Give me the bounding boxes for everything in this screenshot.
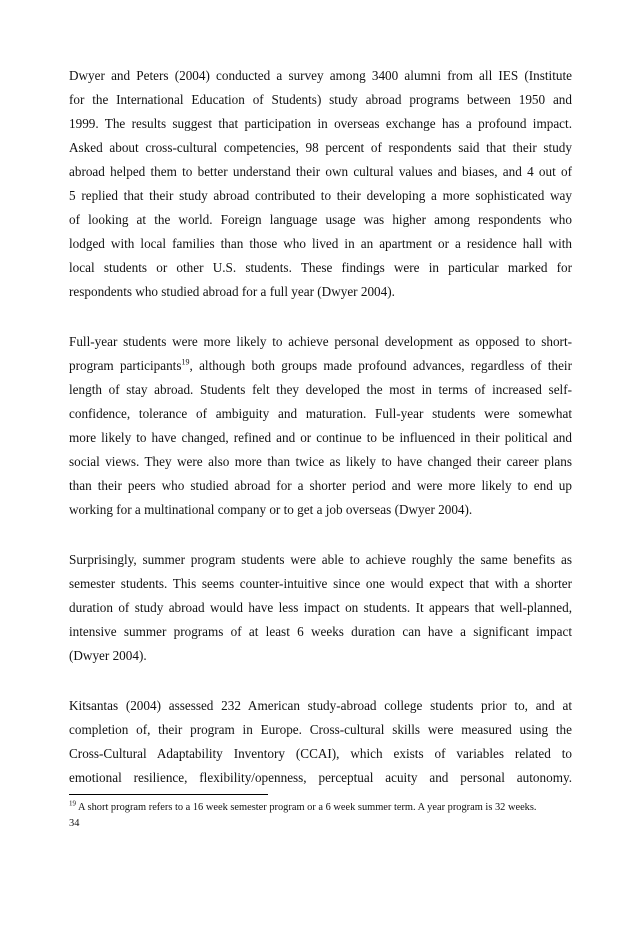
text-line: intensive summer programs of at least 6 weeks duration can have a significant impact — [69, 624, 572, 639]
text-line: Kitsantas (2004) assessed 232 American study-abroad college students prior to, and at — [69, 698, 572, 713]
text-line: than their peers who studied abroad for a shorter period and were more likely to end up — [69, 478, 572, 493]
text-line: 1999. The results suggest that participation in overseas exchange has a profound impact. — [69, 116, 572, 131]
text-line: Cross-Cultural Adaptability Inventory (CCAI), which exists of variables related to — [69, 746, 572, 761]
paragraph-4 — [69, 694, 572, 790]
text-line: of looking at the world. Foreign language usage was higher among respondents who — [69, 212, 572, 227]
text-line: abroad helped them to better understand their own cultural values and biases, and 4 out of — [69, 164, 572, 179]
text-line: emotional resilience, flexibility/openness, perceptual acuity and personal autonomy. — [69, 770, 572, 785]
footnote-separator — [69, 794, 268, 795]
footnote-number: 19 — [69, 799, 76, 808]
text-line: length of stay abroad. Students felt they developed the most in terms of increased self- — [69, 382, 572, 397]
footnote — [69, 801, 579, 815]
text-line: lodged with local families than those who lived in an apartment or a residence hall with — [69, 236, 572, 251]
document-body — [69, 64, 572, 790]
text-segment: program participants — [69, 358, 182, 373]
text-line: Dwyer and Peters (2004) conducted a survey among 3400 alumni from all IES (Institute — [69, 68, 572, 83]
page-number: 34 — [69, 818, 80, 829]
paragraph-3 — [69, 548, 572, 668]
text-line — [69, 354, 572, 378]
text-line: confidence, tolerance of ambiguity and maturation. Full-year students were somewhat — [69, 406, 572, 421]
text-line: 5 replied that their study abroad contributed to their developing a more sophisticated way — [69, 188, 572, 203]
text-line: Asked about cross-cultural competencies, 98 percent of respondents said that their study — [69, 140, 572, 155]
text-line: respondents who studied abroad for a full year (Dwyer 2004). — [69, 284, 395, 299]
paragraph-2 — [69, 330, 572, 522]
text-line: semester students. This seems counter-intuitive since one would expect that with a shorter — [69, 576, 572, 591]
footnote-reference[interactable]: 19 — [181, 357, 190, 367]
text-segment: , although both groups made profound advances, regardless of their — [189, 358, 572, 373]
text-line: completion of, their program in Europe. Cross-cultural skills were measured using the — [69, 722, 572, 737]
text-line: more likely to have changed, refined and or continue to be influenced in their political and — [69, 430, 572, 445]
text-line: Surprisingly, summer program students were able to achieve roughly the same benefits as — [69, 552, 572, 567]
text-line: Full-year students were more likely to achieve personal development as opposed to short- — [69, 334, 572, 349]
text-line: (Dwyer 2004). — [69, 648, 147, 663]
text-line: social views. They were also more than twice as likely to have changed their career plans — [69, 454, 572, 469]
text-line: local students or other U.S. students. These findings were in particular marked for — [69, 260, 572, 275]
text-line: for the International Education of Students) study abroad programs between 1950 and — [69, 92, 572, 107]
footnote-text: A short program refers to a 16 week semester program or a 6 week summer term. A year program is 32 weeks. — [76, 802, 537, 813]
paragraph-1 — [69, 64, 572, 304]
text-line: duration of study abroad would have less impact on students. It appears that well-planned, — [69, 600, 572, 615]
text-line: working for a multinational company or to get a job overseas (Dwyer 2004). — [69, 502, 473, 517]
